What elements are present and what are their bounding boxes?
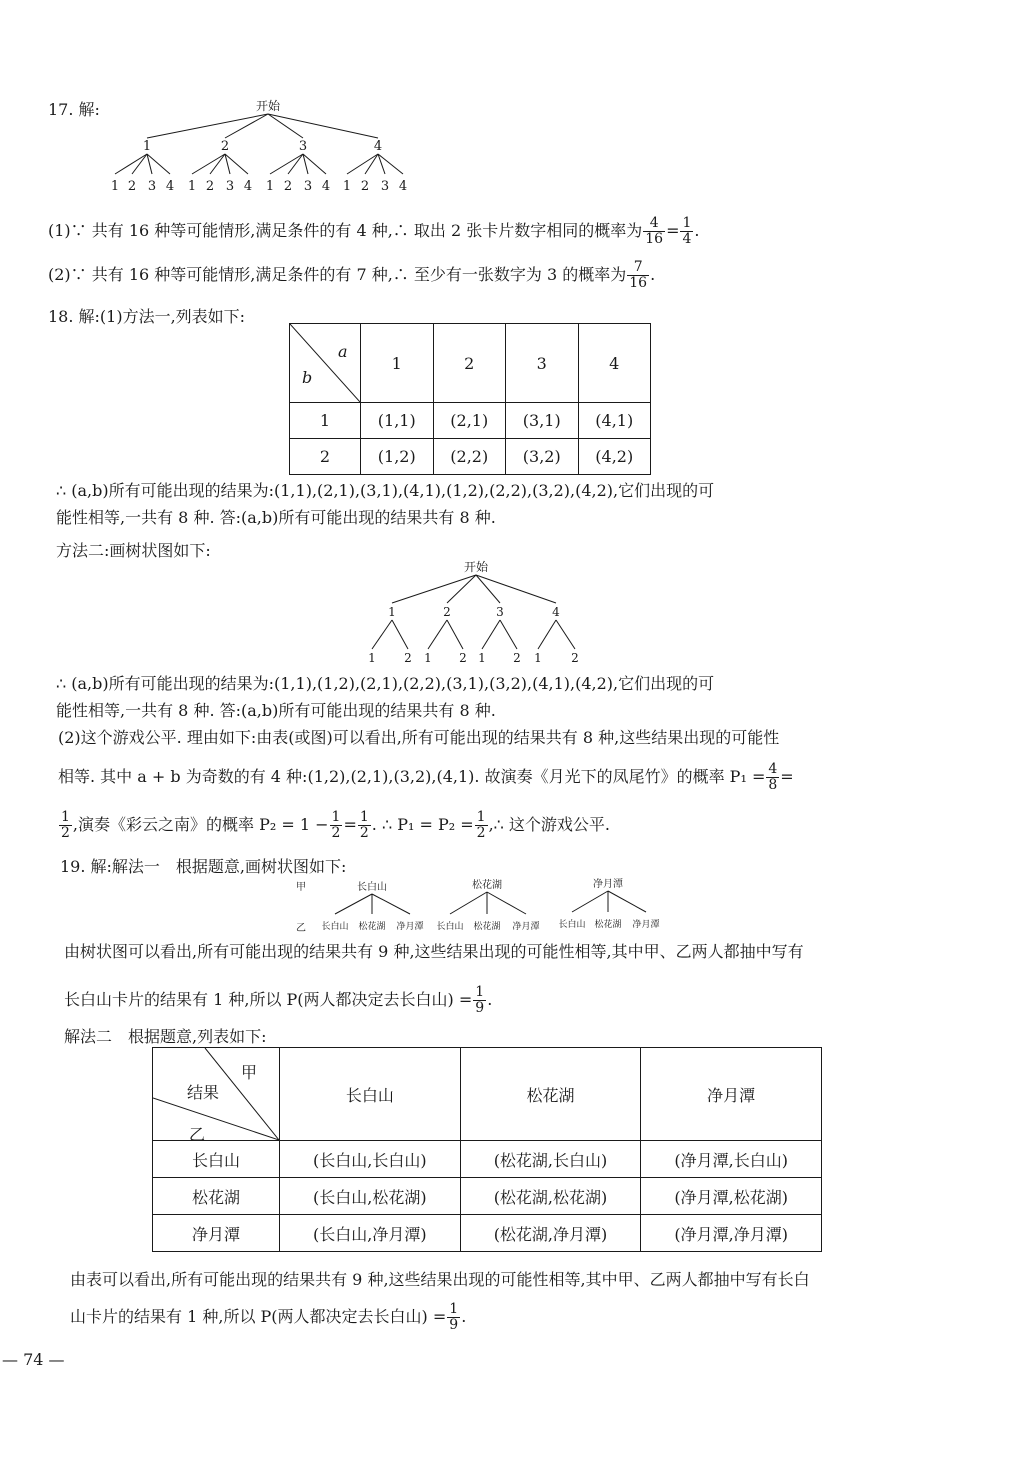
q19-sol2-heading: 解法二 根据题意,列表如下: xyxy=(64,1027,267,1046)
fraction: $\frac{1}{9}$ xyxy=(449,1301,459,1333)
q17-leaf: 1 xyxy=(342,179,352,194)
q17-leaf: 4 xyxy=(243,179,253,194)
q18-cell: (2,1) xyxy=(433,403,506,439)
q17-leaf: 2 xyxy=(360,179,370,194)
q19-sol1-line1: 由树状图可以看出,所有可能出现的结果共有 9 种,这些结果出现的可能性相等,其中甲、乙两人都抽中写有 xyxy=(64,942,804,961)
q17-part1: (1)∵ 共有 16 种等可能情形,满足条件的有 4 种,∴ 取出 2 张卡片数字相同的概率为 $\frac{4}{16}$ = $\frac{1}{4}$ . xyxy=(48,215,700,247)
q18-table xyxy=(289,323,651,475)
q17-tree-n4: 4 xyxy=(373,139,383,154)
fraction: $\frac{1}{2}$ xyxy=(476,809,486,841)
fraction: $\frac{7}{16}$ xyxy=(629,259,648,291)
q18-leaf: 1 xyxy=(478,651,486,665)
q19-leaf: 松花湖 xyxy=(473,922,501,932)
q17-leaf: 1 xyxy=(110,179,120,194)
q18-method1-line2: 能性相等,一共有 8 种. 答:(a,b)所有可能出现的结果共有 8 种. xyxy=(56,508,496,527)
q17-leaf: 4 xyxy=(165,179,175,194)
q18-method1-line1: ∴ (a,b)所有可能出现的结果为:(1,1),(2,1),(3,1),(4,1),(1,2),(2,2),(3,2),(4,2),它们出现的可 xyxy=(56,481,715,500)
q17-leaf: 3 xyxy=(303,179,313,194)
q17-leaf: 3 xyxy=(380,179,390,194)
q19-cell: (松花湖,松花湖) xyxy=(460,1178,641,1215)
q18-tree-n4: 4 xyxy=(552,605,560,619)
q19-row-label: 净月潭 xyxy=(153,1215,280,1252)
q18-leaf: 1 xyxy=(424,651,432,665)
q19-col-header: 净月潭 xyxy=(641,1048,822,1141)
q17-part2: (2)∵ 共有 16 种等可能情形,满足条件的有 7 种,∴ 至少有一张数字为 3 的概率为 $\frac{7}{16}$ . xyxy=(48,259,656,291)
q18-cell: (2,2) xyxy=(433,439,506,475)
q17-leaf: 1 xyxy=(187,179,197,194)
q17-leaf: 3 xyxy=(225,179,235,194)
q19-leaf: 长白山 xyxy=(321,922,349,932)
q18-tree-n3: 3 xyxy=(496,605,504,619)
q19-table-corner: 甲 结果 乙 xyxy=(153,1048,280,1141)
fraction: $\frac{1}{2}$ xyxy=(359,809,369,841)
q19-tree-n2: 松花湖 xyxy=(472,880,502,891)
q19-leaf: 净月潭 xyxy=(632,920,660,930)
q17-tree-n2: 2 xyxy=(220,139,230,154)
q18-table-corner: a b xyxy=(290,324,361,403)
q19-leaf: 长白山 xyxy=(558,920,586,930)
q19-cell: (松花湖,净月潭) xyxy=(460,1215,641,1252)
q18-part2-line3: $\frac{1}{2}$ ,演奏《彩云之南》的概率 P₂ = 1 − $\frac{1}{2}$ = $\frac{1}{2}$ . ∴ P₁ = P₂ = $\frac{1}{2}$ ,∴ 这个游戏公平. xyxy=(61,809,611,841)
q17-leaf: 2 xyxy=(283,179,293,194)
q19-leaf: 净月潭 xyxy=(512,922,540,932)
q18-col-header: 2 xyxy=(433,324,506,403)
q17-part1-text: (1)∵ 共有 16 种等可能情形,满足条件的有 4 种,∴ 取出 2 张卡片数字相同的概率为 xyxy=(48,221,643,240)
q18-leaf: 2 xyxy=(404,651,412,665)
q19-tree-n1: 长白山 xyxy=(357,882,387,893)
q19-cell: (净月潭,净月潭) xyxy=(641,1215,822,1252)
q19-table xyxy=(152,1047,822,1252)
q19-tree-jia: 甲 xyxy=(296,882,306,893)
q17-leaf: 4 xyxy=(321,179,331,194)
q17-tree-diagram xyxy=(100,96,430,196)
q19-tree-n3: 净月潭 xyxy=(593,879,623,890)
q18-tree-n2: 2 xyxy=(443,605,451,619)
q19-row-label: 松花湖 xyxy=(153,1178,280,1215)
q18-tree-n1: 1 xyxy=(388,605,396,619)
fraction: $\frac{4}{16}$ xyxy=(645,215,664,247)
q18-cell: (1,1) xyxy=(361,403,434,439)
q18-cell: (4,1) xyxy=(578,403,651,439)
page-number: — 74 — xyxy=(2,1350,65,1369)
q17-tree-n1: 1 xyxy=(142,139,152,154)
q19-sol1-line2: 长白山卡片的结果有 1 种,所以 P(两人都决定去长白山) = $\frac{1}{9}$ . xyxy=(64,984,493,1016)
q19-cell: (净月潭,长白山) xyxy=(641,1141,822,1178)
q18-method2-line1: ∴ (a,b)所有可能出现的结果为:(1,1),(1,2),(2,1),(2,2),(3,1),(3,2),(4,1),(4,2),它们出现的可 xyxy=(56,674,715,693)
q19-cell: (长白山,松花湖) xyxy=(280,1178,461,1215)
q19-tree-diagram xyxy=(290,874,680,934)
q19-leaf: 净月潭 xyxy=(396,922,424,932)
q18-col-header: 3 xyxy=(506,324,579,403)
q17-tree-n3: 3 xyxy=(298,139,308,154)
q19-col-header: 松花湖 xyxy=(460,1048,641,1141)
q18-method2-heading: 方法二:画树状图如下: xyxy=(56,541,211,560)
q18-part2-line1: (2)这个游戏公平. 理由如下:由表(或图)可以看出,所有可能出现的结果共有 8 种,这些结果出现的可能性 xyxy=(58,728,780,747)
fraction: $\frac{4}{8}$ xyxy=(768,761,778,793)
q18-cell: (3,1) xyxy=(506,403,579,439)
q18-leaf: 2 xyxy=(513,651,521,665)
q17-leaf: 2 xyxy=(127,179,137,194)
q18-col-header: 4 xyxy=(578,324,651,403)
q19-heading: 19. 解:解法一 根据题意,画树状图如下: xyxy=(60,857,347,876)
q19-sol2-line2: 山卡片的结果有 1 种,所以 P(两人都决定去长白山) = $\frac{1}{9}$ . xyxy=(70,1301,467,1333)
fraction: $\frac{1}{2}$ xyxy=(331,809,341,841)
fraction: $\frac{1}{4}$ xyxy=(682,215,692,247)
q18-leaf: 2 xyxy=(571,651,579,665)
q19-tree-yi: 乙 xyxy=(296,923,306,934)
q18-cell: (4,2) xyxy=(578,439,651,475)
q19-row-label: 长白山 xyxy=(153,1141,280,1178)
q19-cell: (长白山,长白山) xyxy=(280,1141,461,1178)
q18-part2-line2: 相等. 其中 a + b 为奇数的有 4 种:(1,2),(2,1),(3,2),(4,1). 故演奏《月光下的凤尾竹》的概率 P₁ = $\frac{4}{8}$ = xyxy=(58,761,794,793)
q19-cell: (松花湖,长白山) xyxy=(460,1141,641,1178)
q19-col-header: 长白山 xyxy=(280,1048,461,1141)
q17-leaf: 3 xyxy=(147,179,157,194)
q19-cell: (净月潭,松花湖) xyxy=(641,1178,822,1215)
q18-col-header: 1 xyxy=(361,324,434,403)
q19-leaf: 长白山 xyxy=(436,922,464,932)
fraction: $\frac{1}{9}$ xyxy=(475,984,485,1016)
q18-row-label: 2 xyxy=(290,439,361,475)
q18-tree-diagram xyxy=(360,557,590,667)
fraction: $\frac{1}{2}$ xyxy=(61,809,70,841)
q17-leaf: 1 xyxy=(265,179,275,194)
q19-leaf: 松花湖 xyxy=(594,920,622,930)
q17-leaf: 4 xyxy=(398,179,408,194)
q18-leaf: 1 xyxy=(368,651,376,665)
q19-leaf: 松花湖 xyxy=(358,922,386,932)
q18-heading: 18. 解:(1)方法一,列表如下: xyxy=(48,307,246,326)
q17-leaf: 2 xyxy=(205,179,215,194)
q17-part2-text: (2)∵ 共有 16 种等可能情形,满足条件的有 7 种,∴ 至少有一张数字为 3 的概率为 xyxy=(48,265,627,284)
q17-tree-root: 开始 xyxy=(255,99,281,113)
q18-leaf: 2 xyxy=(459,651,467,665)
q18-leaf: 1 xyxy=(534,651,542,665)
q18-cell: (1,2) xyxy=(361,439,434,475)
q18-cell: (3,2) xyxy=(506,439,579,475)
q19-cell: (长白山,净月潭) xyxy=(280,1215,461,1252)
q18-tree-root: 开始 xyxy=(463,560,489,574)
q18-row-label: 1 xyxy=(290,403,361,439)
q18-method2-line2: 能性相等,一共有 8 种. 答:(a,b)所有可能出现的结果共有 8 种. xyxy=(56,701,496,720)
q19-sol2-line1: 由表可以看出,所有可能出现的结果共有 9 种,这些结果出现的可能性相等,其中甲、乙两人都抽中写有长白 xyxy=(70,1270,810,1289)
q17-heading: 17. 解: xyxy=(48,100,100,119)
